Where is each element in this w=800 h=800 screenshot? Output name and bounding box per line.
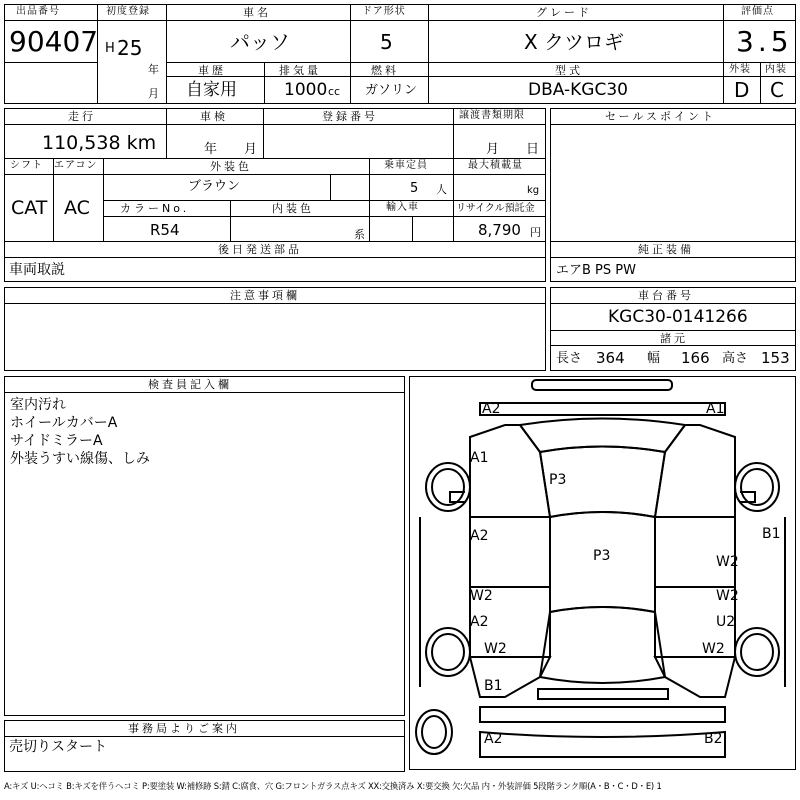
inspector-label: 検査員記入欄 — [148, 378, 232, 391]
car-name: パッソ — [230, 30, 290, 54]
score-label: 評価点 — [741, 6, 774, 17]
lot-number: 90407 — [9, 25, 99, 58]
ext-color: ブラウン — [188, 179, 241, 194]
door-label: ドア形状 — [362, 6, 406, 17]
load-label: 最大積載量 — [468, 160, 523, 171]
fuel-label: 燃料 — [371, 64, 399, 77]
score: 3.5 — [736, 25, 793, 58]
era: H — [105, 41, 115, 56]
car-outline — [410, 377, 795, 769]
ac-label: エアコン — [54, 160, 98, 171]
damage-mark: P3 — [549, 472, 567, 488]
interior-label: 内装 — [765, 64, 787, 75]
displacement-label: 排気量 — [279, 64, 321, 77]
inspector-note: 外装うすい線傷、しみ — [10, 451, 150, 467]
inspector-note: サイドミラーA — [10, 433, 103, 449]
model-label: 型式 — [555, 64, 583, 77]
inspection-month: 月 — [244, 142, 258, 157]
lot-label: 出品番号 — [16, 6, 60, 17]
damage-mark: A1 — [706, 401, 725, 417]
damage-diagram — [409, 376, 796, 770]
chassis: KGC30-0141266 — [608, 307, 748, 327]
color-no-label: カラーNo. — [120, 202, 190, 215]
inspection-label: 車検 — [200, 110, 228, 123]
load-unit: kg — [527, 185, 540, 196]
fuel: ガソリン — [365, 83, 418, 98]
sales-label: セールスポイント — [605, 110, 717, 123]
damage-mark: A2 — [470, 528, 489, 544]
height-label: 高さ — [722, 351, 749, 366]
reg-no-label: 登録番号 — [322, 110, 378, 123]
damage-mark: A2 — [482, 401, 501, 417]
year-unit: 年 — [148, 63, 159, 76]
capacity-unit: 人 — [436, 183, 447, 196]
grade-label: グレード — [536, 6, 592, 19]
history: 自家用 — [186, 80, 237, 100]
ext-color-label: 外装色 — [210, 160, 252, 173]
inspection-year: 年 — [204, 142, 218, 157]
dims-label: 諸元 — [660, 332, 688, 345]
model-code: DBA-KGC30 — [528, 80, 628, 100]
damage-mark: W2 — [470, 588, 493, 604]
length-label: 長さ — [556, 351, 583, 366]
car-name-label: 車名 — [243, 6, 271, 19]
reg-year: 25 — [117, 36, 143, 60]
transfer-month: 月 — [486, 142, 500, 157]
int-color-unit: 系 — [354, 228, 365, 241]
damage-mark: W2 — [702, 641, 725, 657]
month-unit: 月 — [148, 87, 159, 100]
equipment-label: 純正装備 — [638, 243, 694, 256]
office-label: 事務局よりご案内 — [128, 722, 240, 735]
displacement: 1000 — [284, 80, 328, 100]
displacement-unit: cc — [328, 85, 341, 98]
damage-mark: W2 — [716, 588, 739, 604]
exterior-label: 外装 — [729, 64, 751, 75]
shift: CAT — [11, 197, 48, 219]
grade: X クツロギ — [524, 30, 625, 54]
capacity: 5 — [410, 181, 419, 196]
import-label: 輸入車 — [386, 202, 419, 213]
later-parts: 車両取説 — [9, 262, 65, 278]
length: 364 — [596, 349, 625, 367]
doors: 5 — [380, 30, 393, 54]
height: 153 — [761, 349, 790, 367]
ac: AC — [64, 197, 90, 219]
legend-text: A:キズ U:ヘコミ B:キズを伴うヘコミ P:要塗装 W:補修跡 S:錆 C:腐食、穴 G:フロントガラス点キズ XX:交換済み X:要交換 欠:欠品 内・外装評価 5段階ランク順(A・B・C・D・E) 1 — [4, 781, 662, 791]
history-label: 車歴 — [198, 64, 226, 77]
chassis-label: 車台番号 — [638, 289, 694, 302]
transfer-label: 譲渡書類期限 — [459, 110, 525, 121]
damage-mark: B1 — [484, 678, 503, 694]
caution-label: 注意事項欄 — [230, 289, 300, 302]
recycle: 8,790 — [478, 221, 521, 239]
mileage-label: 走行 — [68, 110, 96, 123]
damage-mark: P3 — [593, 548, 611, 564]
transfer-day: 日 — [526, 142, 540, 157]
first-reg-label: 初度登録 — [106, 6, 150, 17]
damage-mark: B2 — [704, 731, 723, 747]
inspector-note: ホイールカバーA — [10, 415, 118, 431]
interior-grade: C — [770, 78, 784, 102]
recycle-unit: 円 — [530, 226, 541, 239]
recycle-label: リサイクル預託金 — [456, 203, 535, 214]
damage-mark: B1 — [762, 526, 781, 542]
inspector-notes — [10, 396, 150, 468]
width-label: 幅 — [647, 351, 661, 366]
damage-mark: A2 — [470, 614, 489, 630]
capacity-label: 乗車定員 — [384, 160, 428, 171]
mileage: 110,538 km — [42, 132, 157, 154]
exterior-grade: D — [734, 78, 750, 102]
damage-mark: A1 — [470, 450, 489, 466]
width: 166 — [681, 349, 710, 367]
damage-mark: W2 — [484, 641, 507, 657]
damage-mark: W2 — [716, 554, 739, 570]
damage-mark: U2 — [716, 614, 736, 630]
int-color-label: 内装色 — [272, 202, 314, 215]
later-parts-label: 後日発送部品 — [218, 243, 302, 256]
inspector-note: 室内汚れ — [10, 397, 66, 413]
damage-mark: A2 — [484, 731, 503, 747]
equipment: エアB PS PW — [556, 263, 636, 278]
shift-label: シフト — [10, 160, 43, 171]
office-text: 売切りスタート — [9, 739, 107, 755]
color-no: R54 — [150, 221, 180, 239]
